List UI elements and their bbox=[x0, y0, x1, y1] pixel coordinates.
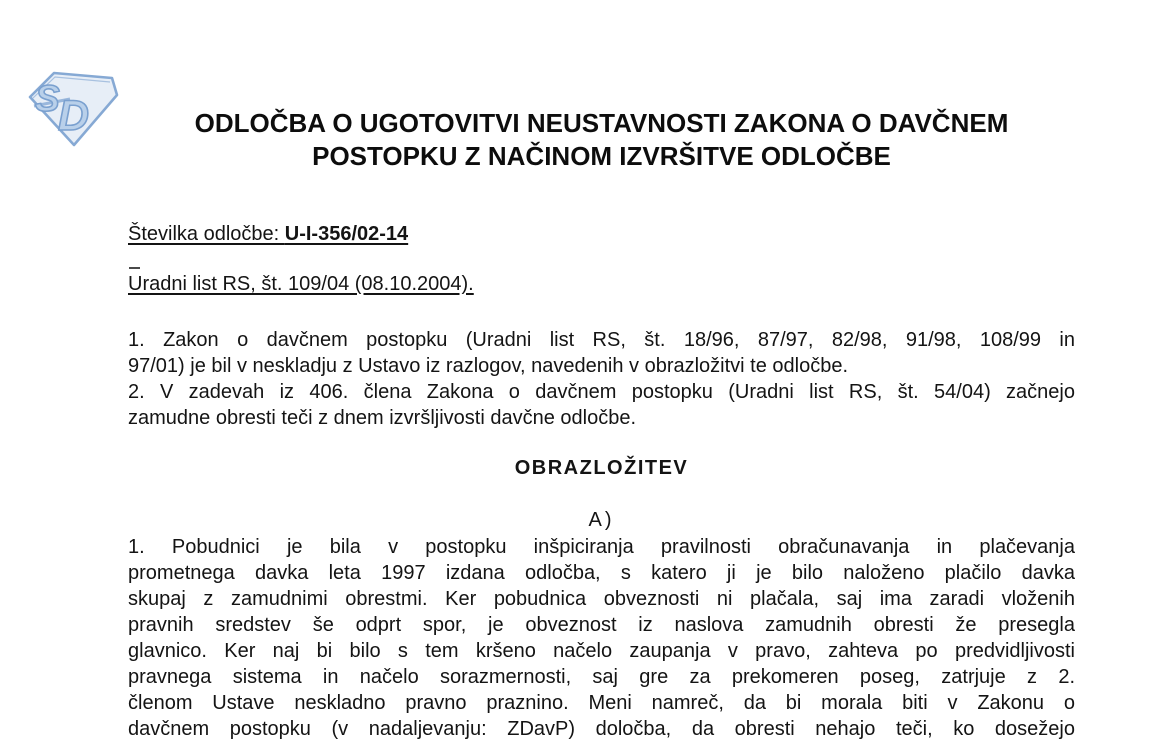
title-line-2: POSTOPKU Z NAČINOM IZVRŠITVE ODLOČBE bbox=[312, 141, 891, 171]
text-line: prometnega davka leta 1997 izdana odločba, s katero ji je bilo naloženo plačilo davka bbox=[128, 562, 1075, 584]
decision-number-value: U-I-356/02-14 bbox=[284, 223, 409, 245]
title-line-1: ODLOČBA O UGOTOVITVI NEUSTAVNOSTI ZAKONA O DAVČNEM bbox=[194, 108, 1009, 138]
text-line: 1. Zakon o davčnem postopku (Uradni list RS, št. 18/96, 87/97, 82/98, 91/98, 108/99 in bbox=[128, 329, 1075, 351]
text-line: pravnega sistema in načelo sorazmernosti, saj gre za prekomeren poseg, zatrjuje z 2. bbox=[128, 666, 1075, 688]
document-body bbox=[128, 0, 1075, 743]
decision-number-line bbox=[128, 221, 408, 247]
logo-letter-d: D bbox=[58, 92, 90, 140]
reasoning-paragraph-1 bbox=[128, 534, 1075, 742]
text-line: 97/01) je bil v neskladju z Ustavo iz razlogov, navedenih v obrazložitvi te odločbe. bbox=[128, 355, 849, 377]
logo-letter-s: S bbox=[35, 78, 60, 119]
section-a-label: A) bbox=[588, 509, 615, 531]
ruling-point-1 bbox=[128, 327, 1075, 379]
decision-number-label: Številka odločbe: bbox=[128, 223, 285, 245]
gazette-reference: Uradni list RS, št. 109/04 (08.10.2004). bbox=[128, 273, 474, 295]
text-line: glavnico. Ker naj bi bilo s tem kršeno načelo zaupanja v pravo, zahteva po predvidljivosti bbox=[128, 640, 1075, 662]
text-line: davčnem postopku (v nadaljevanju: ZDavP) določba, da obresti nehajo teči, ko dosežejo bbox=[128, 718, 1075, 740]
text-line: 1. Pobudnici je bila v postopku inšpiciranja pravilnosti obračunavanja in plačevanja bbox=[128, 536, 1075, 558]
text-line: 2. V zadevah iz 406. člena Zakona o davčnem postopku (Uradni list RS, št. 54/04) začnejo bbox=[128, 381, 1075, 403]
text-line: zamudne obresti teči z dnem izvršljivosti davčne odločbe. bbox=[128, 407, 637, 429]
document-title bbox=[128, 107, 1075, 173]
text-line: skupaj z zamudnimi obrestmi. Ker pobudnica obveznosti ni plačala, saj ima zaradi vloženih bbox=[128, 588, 1075, 610]
blank-underline-mark bbox=[129, 267, 140, 269]
sd-diamond-logo bbox=[26, 66, 122, 150]
text-line: pravnih sredstev še odprt spor, je obveznost iz naslova zamudnih obresti že presegla bbox=[128, 614, 1075, 636]
reasoning-heading: OBRAZLOŽITEV bbox=[514, 457, 689, 479]
ruling-point-2 bbox=[128, 379, 1075, 431]
text-line: členom Ustave neskladno pravno praznino. Meni namreč, da bi morala biti v Zakonu o bbox=[128, 692, 1075, 714]
